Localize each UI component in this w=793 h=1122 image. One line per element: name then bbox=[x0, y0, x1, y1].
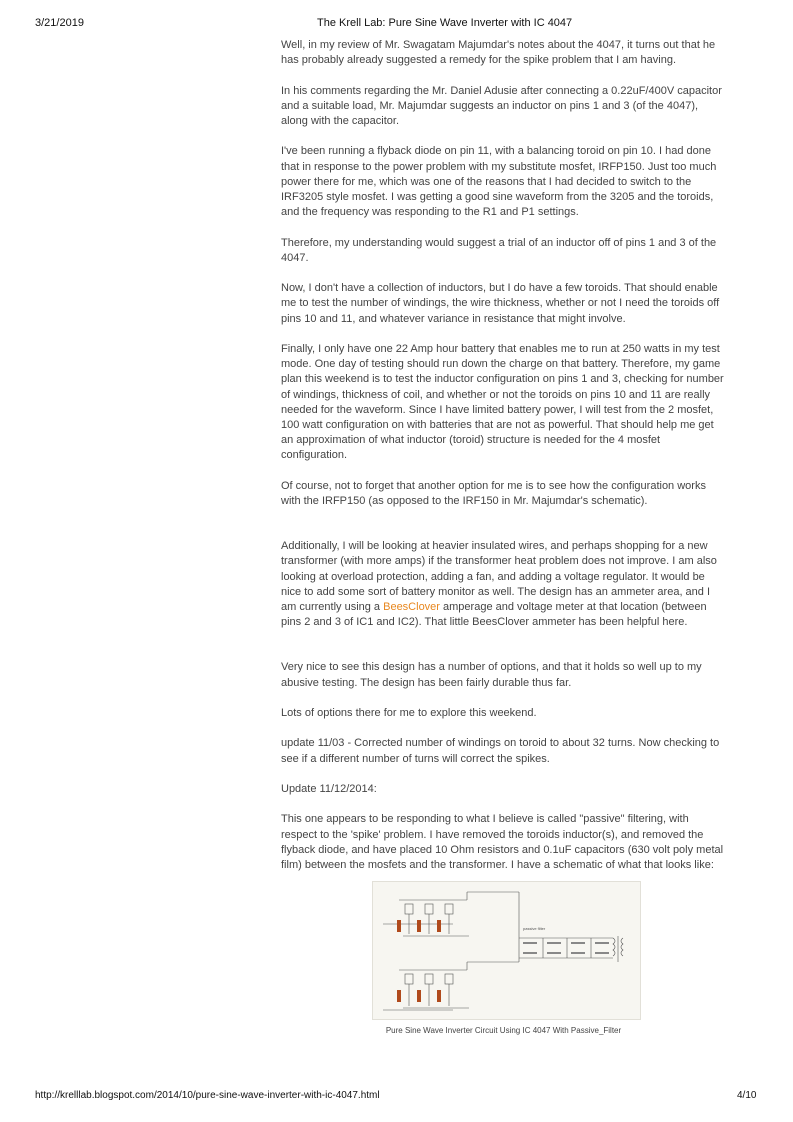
paragraph-text: amperage and voltage meter at that location (between pins 2 and 3 of IC1 and IC2). That little BeesClover ammeter has been helpful here. bbox=[281, 601, 707, 629]
post-body bbox=[281, 38, 726, 888]
paragraph: This one appears to be responding to what I believe is called "passive" filtering, with respect to the 'spike' problem. I have removed the toroids inductor(s), and removed the flyback diode, and have placed 10 Ohm resistors and 0.1uF capacitors (630 volt poly metal film) between the mosfets and the transformer. I have a schematic of what that looks like: bbox=[281, 813, 724, 871]
filter-label: passive filter bbox=[523, 926, 546, 931]
paragraph: Very nice to see this design has a number of options, and that it holds so well up to my abusive testing. The design has been fairly durable thus far. bbox=[281, 661, 702, 689]
paragraph: Lots of options there for me to explore this weekend. bbox=[281, 707, 537, 720]
print-date: 3/21/2019 bbox=[35, 17, 84, 29]
paragraph: Now, I don't have a collection of inductors, but I do have a few toroids. That should enable me to test the number of windings, the wire thickness, whether or not I need the toroids off pins 10 and 11, and whatever variance in resistance that might involve. bbox=[281, 282, 720, 325]
beesclover-link[interactable]: BeesClover bbox=[383, 601, 440, 614]
paragraph: update 11/03 - Corrected number of windings on toroid to about 32 turns. Now checking to see if a different number of turns will correct the spikes. bbox=[281, 737, 720, 765]
paragraph: Update 11/12/2014: bbox=[281, 783, 377, 795]
paragraph: I've been running a flyback diode on pin 11, with a balancing toroid on pin 10. I had done that in response to the power problem with my substitute mosfet, IRFP150. Just too much power there for me, which was one of the reasons that I had decided to switch to the IRF3205 style mosfet. I was getting a good sine waveform from the 3205 and the toroids, and the frequency was responding to the R1 and P1 settings. bbox=[281, 145, 717, 219]
schematic-image[interactable] bbox=[372, 881, 641, 1020]
footer-url: http://krelllab.blogspot.com/2014/10/pure-sine-wave-inverter-with-ic-4047.html bbox=[35, 1090, 380, 1101]
figure-caption: Pure Sine Wave Inverter Circuit Using IC 4047 With Passive_Filter bbox=[385, 1026, 622, 1035]
page-title: The Krell Lab: Pure Sine Wave Inverter with IC 4047 bbox=[317, 17, 573, 29]
paragraph: Of course, not to forget that another option for me is to see how the configuration works with the IRFP150 (as opposed to the IRF150 in Mr. Majumdar's schematic). bbox=[281, 479, 706, 507]
paragraph-text: Additionally, I will be looking at heavier insulated wires, and perhaps shopping for a new transformer (with more amps) if the transformer heat problem does not improve. I am also looking at overload protection, adding a fan, and adding a voltage regulator. It would be nice to add some sort of battery monitor as well. The design has an ammeter area, and I am currently using a bbox=[281, 540, 717, 614]
paragraph-with-link bbox=[281, 539, 726, 630]
page-number: 4/10 bbox=[737, 1090, 757, 1101]
paragraph: Well, in my review of Mr. Swagatam Majumdar's notes about the 4047, it turns out that he has probably already suggested a remedy for the spike problem that I am having. bbox=[281, 39, 716, 67]
schematic-drawing bbox=[373, 882, 640, 1019]
paragraph: Therefore, my understanding would suggest a trial of an inductor off of pins 1 and 3 of the 4047. bbox=[281, 236, 717, 264]
paragraph: Finally, I only have one 22 Amp hour battery that enables me to run at 250 watts in my test mode. One day of testing should run down the charge on that battery. Therefore, my game plan this weekend is to test the inductor configuration on pins 1 and 3, checking for number of windings, thickness of coil, and whether or not the toroids on pins 10 and 11 are really needed for the waveform. Since I have limited battery power, I will test from the 2 mosfet, 100 watt configuration on with batteries that are not as powerful. That should help me get an approximation of what inductor (toroid) structure is needed for the 4 mosfet configuration. bbox=[281, 342, 724, 462]
paragraph: In his comments regarding the Mr. Daniel Adusie after connecting a 0.22uF/400V capacitor and a suitable load, Mr. Majumdar suggests an inductor on pins 1 and 3 (of the 4047), along with the capacitor. bbox=[281, 84, 722, 127]
